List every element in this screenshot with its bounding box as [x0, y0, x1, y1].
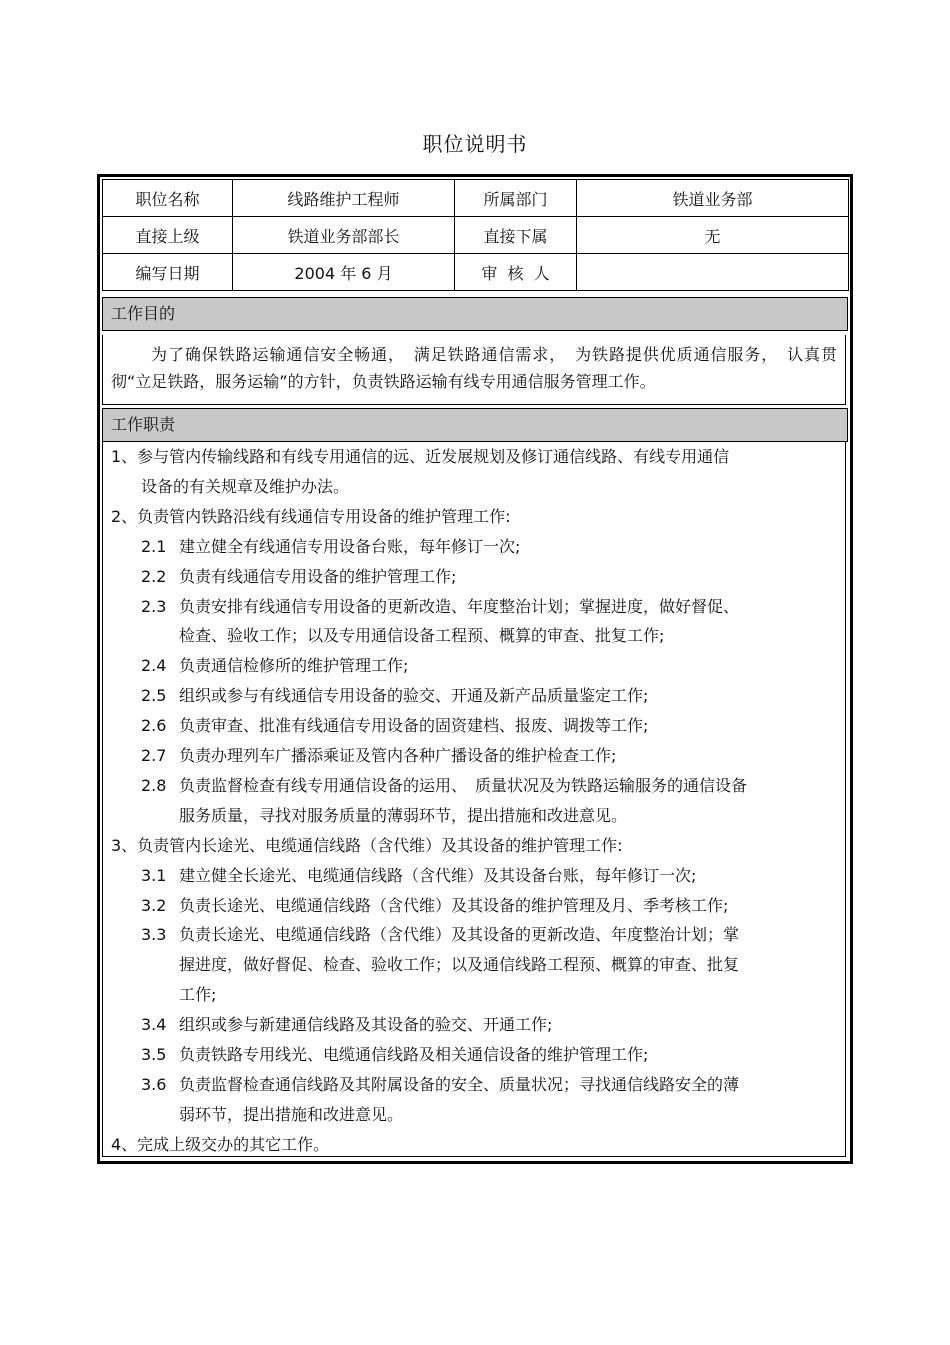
duty-number: 2.7 [141, 746, 167, 765]
value-department: 铁道业务部 [577, 180, 849, 217]
document-title: 职位说明书 [422, 132, 528, 156]
duty-line [179, 621, 664, 651]
duty-text: 负责长途光、电缆通信线路（含代维）及其设备的更新改造、年度整治计划；掌 [179, 925, 740, 945]
duties-heading-label: 工作职责 [111, 415, 176, 434]
info-row [103, 180, 849, 217]
label-write-date: 编写日期 [103, 254, 233, 291]
label-direct-subordinate: 直接下属 [455, 217, 577, 254]
label-department: 所属部门 [455, 180, 577, 217]
duty-line [141, 741, 616, 771]
duties-body [102, 441, 846, 1157]
duty-text: 负责办理列车广播添乘证及管内各种广播设备的维护检查工作; [179, 746, 617, 765]
duty-text: 握进度，做好督促、检查、验收工作；以及通信线路工程预、概算的审查、批复 [179, 955, 740, 975]
duty-line [141, 1040, 648, 1070]
value-position-name: 线路维护工程师 [233, 180, 455, 217]
info-row [103, 217, 849, 254]
duty-line [141, 891, 728, 921]
duties-heading [102, 408, 848, 442]
duty-number: 3.4 [141, 1015, 167, 1035]
duty-line [141, 711, 648, 741]
label-direct-superior: 直接上级 [103, 217, 233, 254]
duty-text: 1、参与管内传输线路和有线专用通信的远、近发展规划及修订通信线路、有线专用通信 [111, 447, 730, 466]
duty-text: 组织或参与新建通信线路及其设备的验交、开通工作; [179, 1015, 553, 1035]
duty-number: 2.1 [141, 536, 167, 556]
duty-text: 设备的有关规章及维护办法。 [141, 476, 350, 496]
duty-number: 3.5 [141, 1045, 167, 1064]
duty-text: 工作; [179, 985, 217, 1005]
duty-line [111, 831, 623, 861]
purpose-body [102, 335, 846, 405]
duty-text: 4、完成上级交办的其它工作。 [111, 1134, 330, 1154]
duty-text: 建立健全有线通信专用设备台账，每年修订一次; [179, 536, 521, 556]
label-reviewer: 审 核 人 [455, 254, 577, 291]
duty-number: 3.6 [141, 1074, 167, 1094]
purpose-text: 为了确保铁路运输通信安全畅通， 满足铁路通信需求， 为铁路提供优质通信服务， 认真贯彻“立足铁路，服务运输”的方针，负责铁路运输有线专用通信服务管理工作。 [111, 345, 837, 391]
duty-number: 3.2 [141, 895, 167, 915]
duty-text: 负责监督检查有线专用通信设备的运用、 质量状况及为铁路运输服务的通信设备 [179, 775, 748, 795]
duty-number: 3.1 [141, 865, 167, 885]
duty-number: 2.2 [141, 566, 167, 586]
duty-text: 负责监督检查通信线路及其附属设备的安全、质量状况；寻找通信线路安全的薄 [179, 1074, 740, 1094]
duty-line [141, 472, 349, 502]
info-row [103, 254, 849, 291]
value-direct-subordinate: 无 [577, 217, 849, 254]
duty-text: 弱环节，提出措施和改进意见。 [179, 1104, 404, 1124]
duty-number: 2.5 [141, 686, 167, 706]
duty-text: 负责审查、批准有线通信专用设备的固资建档、报废、调拨等工作; [179, 716, 649, 736]
value-write-date: 2004 年 6 月 [233, 254, 455, 291]
duty-text: 服务质量，寻找对服务质量的薄弱环节，提出措施和改进意见。 [179, 805, 628, 825]
duty-line [179, 980, 216, 1010]
duty-line [111, 1130, 329, 1160]
duty-line [111, 442, 729, 472]
duty-number: 2.8 [141, 775, 167, 795]
label-position-name: 职位名称 [103, 180, 233, 217]
duty-line [141, 592, 739, 622]
duty-text: 负责安排有线通信专用设备的更新改造、年度整治计划；掌握进度，做好督促、 [179, 596, 740, 616]
duty-line [141, 681, 648, 711]
duty-line [141, 651, 408, 681]
duty-number: 2.3 [141, 596, 167, 616]
duty-line [141, 1010, 552, 1040]
duty-text: 3、负责管内长途光、电缆通信线路（含代维）及其设备的维护管理工作: [111, 835, 623, 855]
duty-text: 检查、验收工作；以及专用通信设备工程预、概算的审查、批复工作; [179, 626, 665, 646]
info-table [102, 179, 849, 291]
duty-text: 建立健全长途光、电缆通信线路（含代维）及其设备台账，每年修订一次; [179, 865, 697, 885]
value-reviewer [577, 254, 849, 291]
duty-number: 2.6 [141, 716, 167, 736]
job-description-frame [97, 174, 853, 1164]
purpose-heading [102, 297, 848, 331]
duty-line [179, 1100, 403, 1130]
duty-line [111, 502, 511, 532]
duty-line [179, 801, 627, 831]
duty-text: 负责长途光、电缆通信线路（含代维）及其设备的维护管理及月、季考核工作; [179, 895, 729, 915]
value-direct-superior: 铁道业务部部长 [233, 217, 455, 254]
duty-number: 2.4 [141, 656, 167, 676]
duty-number: 3.3 [141, 925, 167, 945]
duty-text: 负责铁路专用线光、电缆通信线路及相关通信设备的维护管理工作; [179, 1045, 649, 1064]
duty-line [141, 562, 456, 592]
duty-line [141, 861, 696, 891]
duty-text: 负责有线通信专用设备的维护管理工作; [179, 566, 457, 586]
duty-line [141, 920, 739, 950]
duty-text: 负责通信检修所的维护管理工作; [179, 656, 409, 676]
duty-line [141, 1070, 739, 1100]
duty-text: 组织或参与有线通信专用设备的验交、开通及新产品质量鉴定工作; [179, 686, 649, 706]
duty-text: 2、负责管内铁路沿线有线通信专用设备的维护管理工作: [111, 506, 511, 526]
duty-line [179, 950, 739, 980]
purpose-heading-label: 工作目的 [111, 304, 176, 323]
duty-line [141, 532, 520, 562]
duty-line [141, 771, 747, 801]
